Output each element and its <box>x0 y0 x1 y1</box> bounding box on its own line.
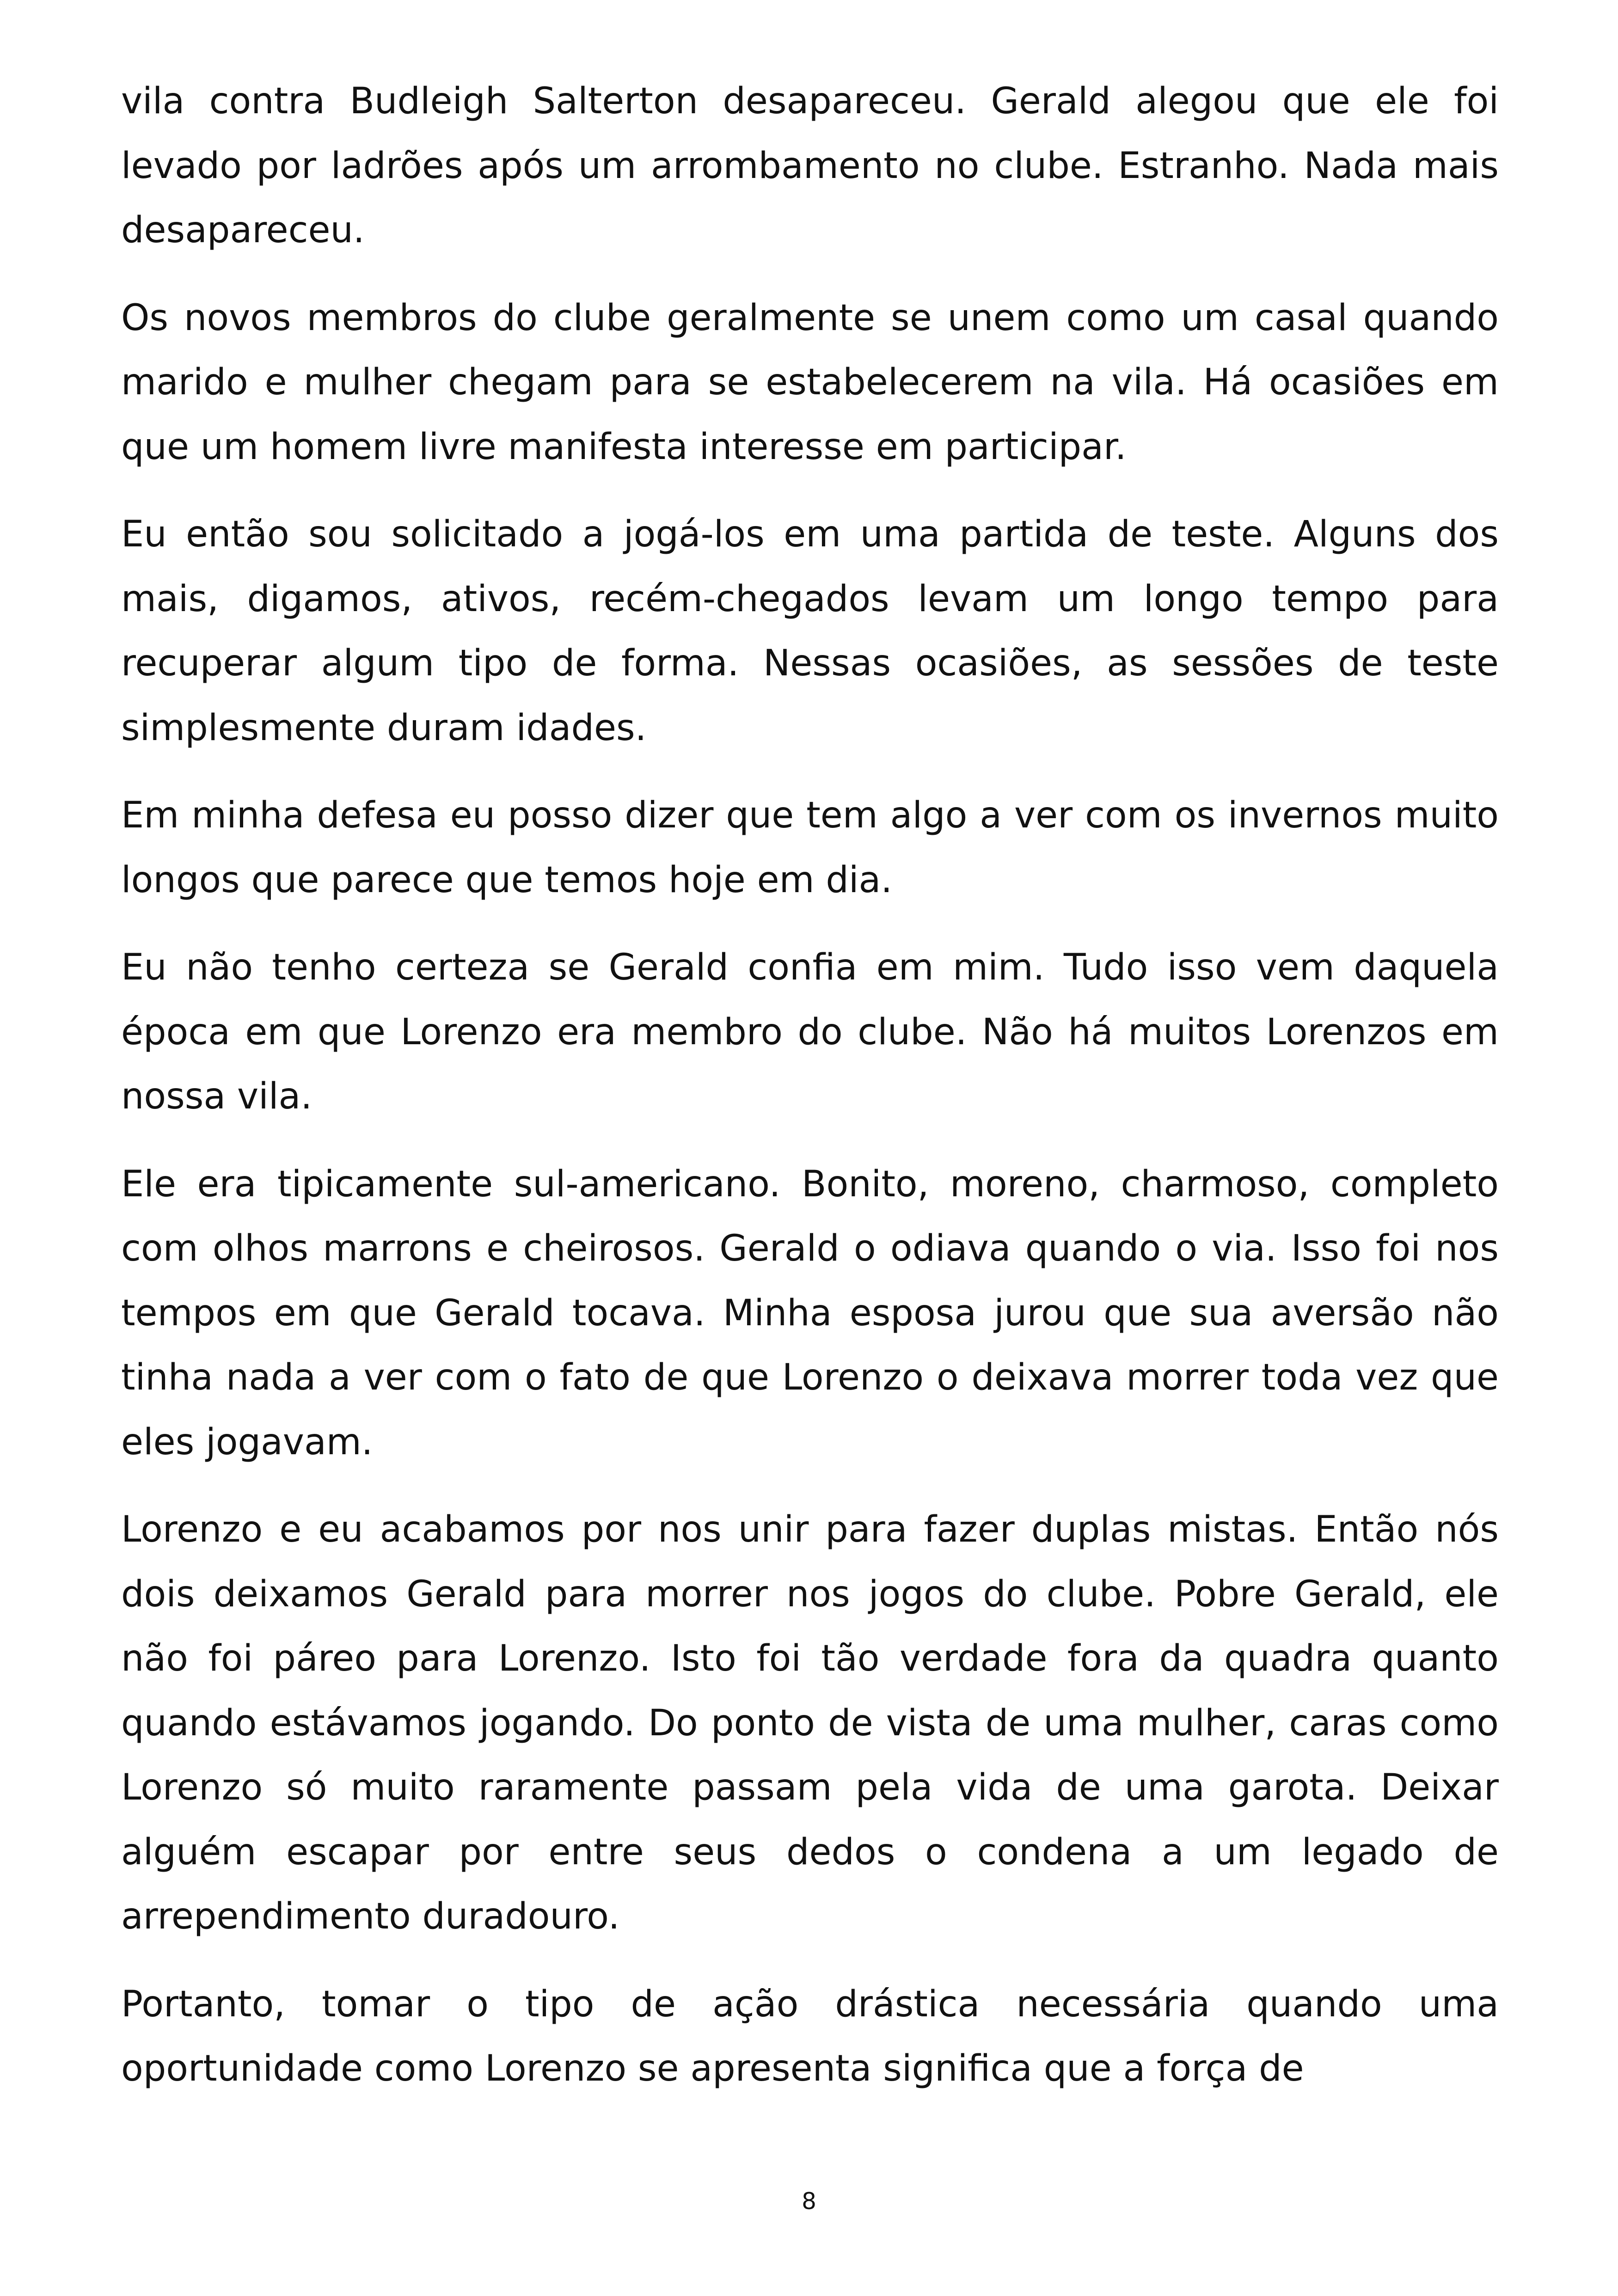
paragraph-1: vila contra Budleigh Salterton desapareceu. Gerald alegou que ele foi levado por ladrões após um arrombamento no clube. Estranho. Nada mais desapareceu. <box>121 80 1499 251</box>
paragraph-8: Portanto, tomar o tipo de ação drástica necessária quando uma oportunidade como Lorenzo se apresenta significa que a força de <box>121 1983 1499 2089</box>
paragraph-7: Lorenzo e eu acabamos por nos unir para fazer duplas mistas. Então nós dois deixamos Gerald para morrer nos jogos do clube. Pobre Gerald, ele não foi páreo para Lorenzo. Isto foi tão verdade fora da quadra quanto quando estávamos jogando. Do ponto de vista de uma mulher, caras como Lorenzo só muito raramente passam pela vida de uma garota. Deixar alguém escapar por entre seus dedos o condena a um legado de arrependimento duradouro. <box>121 1509 1499 1937</box>
paragraph-5: Eu não tenho certeza se Gerald confia em mim. Tudo isso vem daquela época em que Lorenzo era membro do clube. Não há muitos Lorenzos em nossa vila. <box>121 947 1499 1117</box>
paragraph-2: Os novos membros do clube geralmente se unem como um casal quando marido e mulher chegam para se estabelecerem na vila. Há ocasiões em que um homem livre manifesta interesse em participar. <box>121 297 1499 468</box>
paragraph-6: Ele era tipicamente sul-americano. Bonito, moreno, charmoso, completo com olhos marrons e cheirosos. Gerald o odiava quando o via. Isso foi nos tempos em que Gerald tocava. Minha esposa jurou que sua aversão não tinha nada a ver com o fato de que Lorenzo o deixava morrer toda vez que eles jogavam. <box>121 1163 1499 1463</box>
page-number: 8 <box>802 2188 816 2215</box>
paragraph-3: Eu então sou solicitado a jogá-los em uma partida de teste. Alguns dos mais, digamos, ativos, recém-chegados levam um longo tempo para recuperar algum tipo de forma. Nessas ocasiões, as sessões de teste simplesmente duram idades. <box>121 514 1499 749</box>
paragraph-4: Em minha defesa eu posso dizer que tem algo a ver com os invernos muito longos que parece que temos hoje em dia. <box>121 795 1499 901</box>
body-text <box>121 69 1499 2101</box>
